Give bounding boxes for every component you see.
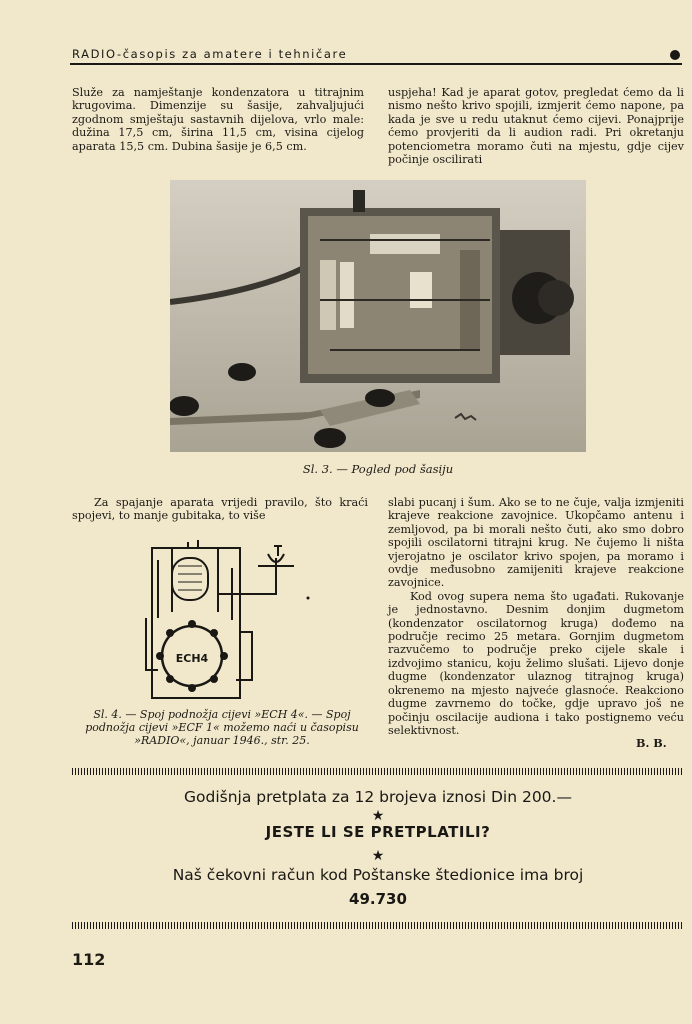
tube-socket-drawing <box>128 540 328 702</box>
subscription-question: JESTE LI SE PRETPLATILI? <box>265 823 491 841</box>
paragraph-checking: uspjeha! Kad je aparat gotov, pregledat ćemo da li nismo nešto krivo spojili, izmjerit ćemo napone, pa kada je sve u redu utaknut ćemo cijevi. Ponajprije ćemo provjeriti da li audion radi. Pri okretanju potenciometra moramo čuti na mjestu, gdje cijev počinje oscilirati <box>388 86 684 167</box>
paragraph-operation: Kod ovog supera nema što ugađati. Rukovanje je jednostavno. Desnim donjim dugmetom (kondenzator oscilatornog kruga) dođemo na područje recimo 25 metara. Gornjim dugmetom razvučemo to područje preko cijele skale i izdvojimo stanicu, koju želimo slušati. Lijevo donje dugme (kondenzator ulaznog titrajnog kruga) okrenemo na mjesto najveće glasnoće. Reakciono dugme zavrnemo do točke, gdje upravo još ne počinju oscilacije audiona i tako postignemo veću selektivnost. <box>388 589 684 737</box>
star-icon: ★ <box>371 848 385 864</box>
chassis-photo <box>170 180 586 452</box>
star-icon: ★ <box>371 808 385 824</box>
tube-type-label: ECH4 <box>175 652 209 665</box>
column-bottom-right <box>388 496 684 737</box>
paragraph-wiring-rule: Za spajanje aparata vrijedi pravilo, što kraći spojevi, to manje gubitaka, to više <box>72 496 368 523</box>
notice-border-bottom <box>72 922 684 929</box>
column-top-right <box>388 86 684 166</box>
chassis-photo-drawing <box>170 180 586 452</box>
account-number: 49.730 <box>349 890 407 908</box>
subscription-price: Godišnja pretplata za 12 brojeva iznosi Din 200.— <box>184 788 572 806</box>
column-top-left <box>72 86 364 153</box>
header-rule <box>70 63 682 65</box>
paragraph-dimensions: Služe za namještanje kondenzatora u titrajnim krugovima. Dimenzije su šasije, zahvaljujući zgodnom smještaju sastavnih dijelova, vrlo male: dužina 17,5 cm, širina 11,5 cm, visina cijelog aparata 15,5 cm. Dubina šasije je 6,5 cm. <box>72 86 364 153</box>
account-info: Naš čekovni račun kod Poštanske štedionice ima broj <box>172 866 584 884</box>
tube-socket-diagram <box>128 540 328 702</box>
column-bottom-left <box>72 496 368 523</box>
figure-4-caption: Sl. 4. — Spoj podnožja cijevi »ECH 4«. — Spoj podnožja cijevi »ECF 1« možemo naći u časopisu »RADIO«, januar 1946., str. 25. <box>85 708 359 747</box>
page-number: 112 <box>72 950 106 969</box>
notice-border-top <box>72 768 684 775</box>
paragraph-testing: slabi pucanj i šum. Ako se to ne čuje, valja izmjeniti krajeve reakcione zavojnice. Ukopčamo antenu i zemljovod, pa bi morali nešto čuti, ako smo dobro spojili oscilatorni titrajni krug. Ne čujemo li ništa vjerojatno je oscilator krivo spojen, pa moramo i ovdje međusobno zamijeniti krajeve reakcione zavojnice. <box>388 496 684 590</box>
figure-3-caption: Sl. 3. — Pogled pod šasiju <box>302 462 454 476</box>
header-title: RADIO-časopis za amatere i tehničare <box>72 47 348 61</box>
author-signature: B. B. <box>636 736 667 750</box>
header-bullet <box>670 50 680 60</box>
